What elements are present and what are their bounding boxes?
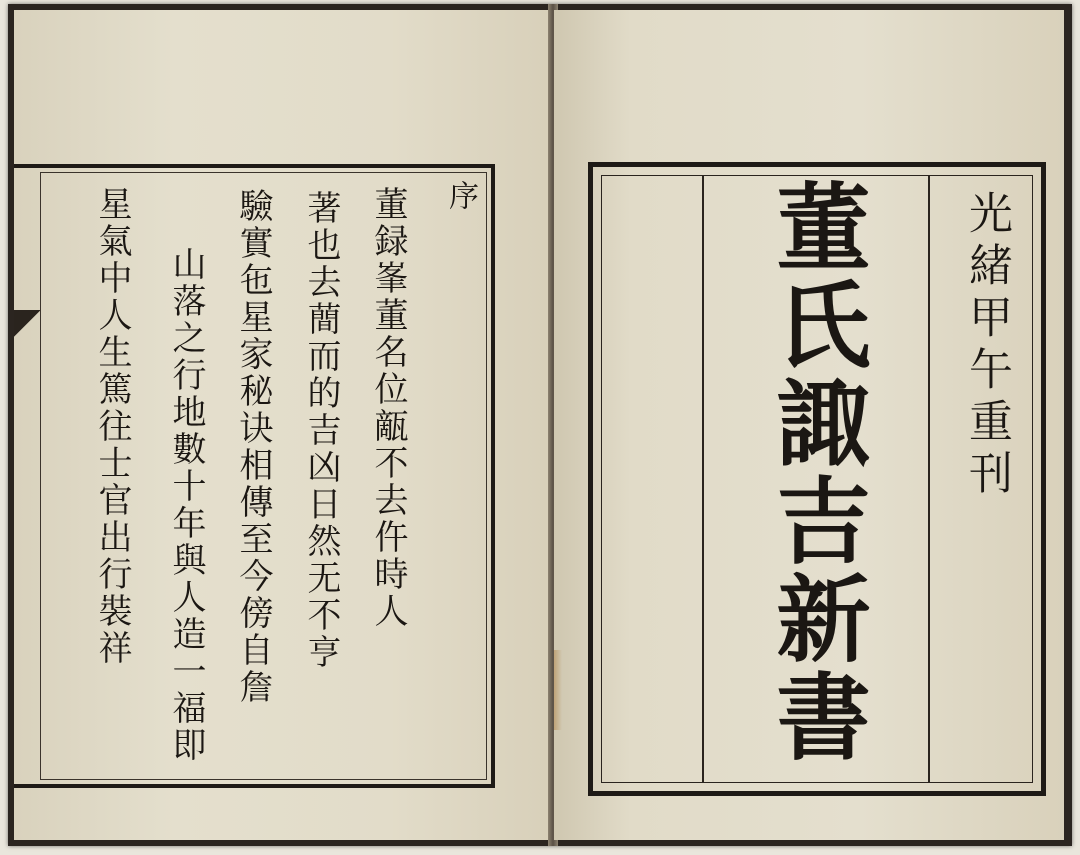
preface-column-4: 山落之行地數十年與人造一福即 [166, 246, 206, 764]
preface-column-5: 星氣中人生篤往士官出行裝祥 [92, 186, 132, 667]
left-page [14, 10, 550, 840]
preface-column-2: 著也去蕳而的吉凶日然无不亨 [301, 190, 341, 671]
column-rule-right [928, 176, 930, 782]
right-page [554, 10, 1064, 840]
edition-line: 光緒甲午重刊 [961, 190, 1012, 502]
column-rule-left [702, 176, 704, 782]
page-stain [554, 650, 562, 730]
book-title: 董氏諏吉新書 [760, 178, 870, 766]
preface-label: 序 [443, 180, 478, 214]
preface-column-3: 驗實㐌星家秘诀相傳至今傍自詹 [233, 188, 273, 706]
open-book [8, 4, 1072, 846]
preface-column-1: 董録峯董名位甋不去仵時人 [368, 186, 408, 630]
